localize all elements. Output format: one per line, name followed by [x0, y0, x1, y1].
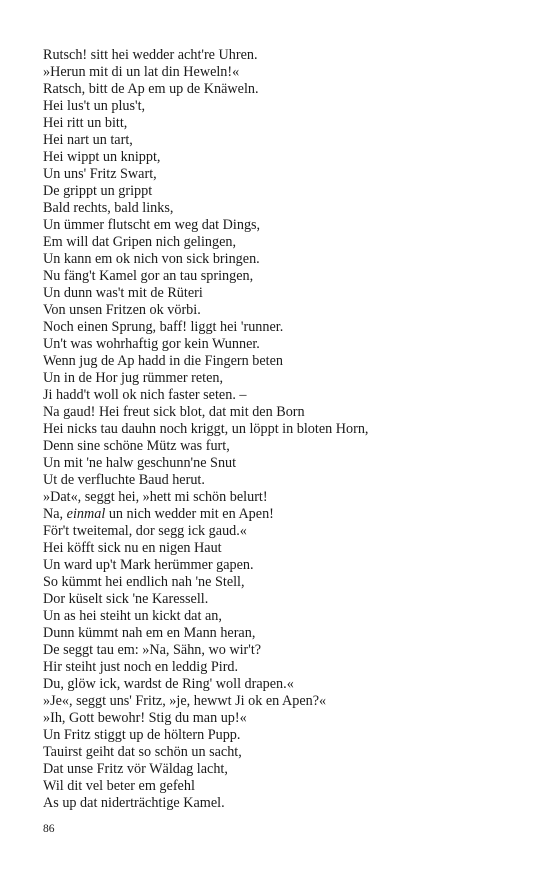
line-suffix: un nich wedder mit en Apen! [105, 506, 274, 522]
poem-line: Un't was wohrhaftig gor kein Wunner. [43, 336, 260, 352]
poem-line: För't tweitemal, dor segg ick gaud.« [43, 523, 247, 539]
poem-line: Em will dat Gripen nich gelingen, [43, 234, 237, 250]
page-number: 86 [43, 823, 55, 835]
poem-line: De seggt tau em: »Na, Sähn, wo wir't? [43, 642, 262, 658]
poem-line: Hei köfft sick nu en nigen Haut [43, 540, 222, 556]
poem-line: Hei nart un tart, [43, 132, 133, 148]
poem-line: Ratsch, bitt de Ap em up de Knäweln. [43, 81, 259, 97]
poem-line: Noch einen Sprung, baff! liggt hei 'runner. [43, 319, 284, 335]
poem-line: Na gaud! Hei freut sick blot, dat mit den Born [43, 404, 305, 420]
poem-line: Hei wippt un knippt, [43, 149, 161, 165]
poem-line: So kümmt hei endlich nah 'ne Stell, [43, 574, 245, 590]
poem-line: »Je«, seggt uns' Fritz, »je, hewwt Ji ok en Apen?« [43, 693, 327, 709]
emphasized-word: einmal [66, 506, 106, 522]
poem-line: Dat unse Fritz vör Wäldag lacht, [43, 761, 228, 777]
poem-line-with-emphasis [43, 506, 523, 523]
poem-line: Rutsch! sitt hei wedder acht're Uhren. [43, 47, 258, 63]
poem-line: Ji hadd't woll ok nich faster seten. – [43, 387, 247, 403]
poem-line: Un uns' Fritz Swart, [43, 166, 157, 182]
poem-line: Hir steiht just noch en leddig Pird. [43, 659, 239, 675]
poem-line: Un ümmer flutscht em weg dat Dings, [43, 217, 261, 233]
poem-line: Denn sine schöne Mütz was furt, [43, 438, 230, 454]
poem-line: De grippt un grippt [43, 183, 153, 199]
line-prefix: Na, [43, 506, 67, 522]
poem-line: »Ih, Gott bewohr! Stig du man up!« [43, 710, 247, 726]
poem-line: Hei nicks tau dauhn noch kriggt, un löppt in bloten Horn, [43, 421, 369, 437]
poem-line: Un as hei steiht un kickt dat an, [43, 608, 222, 624]
poem-line: Un ward up't Mark herümmer gapen. [43, 557, 254, 573]
poem-line: Nu fäng't Kamel gor an tau springen, [43, 268, 254, 284]
poem-line: Un in de Hor jug rümmer reten, [43, 370, 224, 386]
poem-line: Wil dit vel beter em gefehl [43, 778, 195, 794]
poem-line: Dor küselt sick 'ne Karessell. [43, 591, 209, 607]
poem-text [43, 47, 523, 812]
poem-line: Dunn kümmt nah em en Mann heran, [43, 625, 256, 641]
poem-line: Un Fritz stiggt up de höltern Pupp. [43, 727, 241, 743]
poem-line: Bald rechts, bald links, [43, 200, 174, 216]
poem-line: As up dat niderträchtige Kamel. [43, 795, 225, 811]
poem-line: Un mit 'ne halw geschunn'ne Snut [43, 455, 237, 471]
poem-line: Du, glöw ick, wardst de Ring' woll drapen.« [43, 676, 294, 692]
poem-line: Von unsen Fritzen ok vörbi. [43, 302, 201, 318]
poem-line: Wenn jug de Ap hadd in die Fingern beten [43, 353, 283, 369]
poem-line: Hei ritt un bitt, [43, 115, 128, 131]
poem-line: »Herun mit di un lat din Heweln!« [43, 64, 240, 80]
poem-line: Ut de verfluchte Baud herut. [43, 472, 205, 488]
poem-line: Hei lus't un plus't, [43, 98, 146, 114]
poem-line: »Dat«, seggt hei, »hett mi schön belurt! [43, 489, 268, 505]
poem-line: Un dunn was't mit de Rüteri [43, 285, 203, 301]
poem-line: Tauirst geiht dat so schön un sacht, [43, 744, 242, 760]
poem-line: Un kann em ok nich von sick bringen. [43, 251, 260, 267]
